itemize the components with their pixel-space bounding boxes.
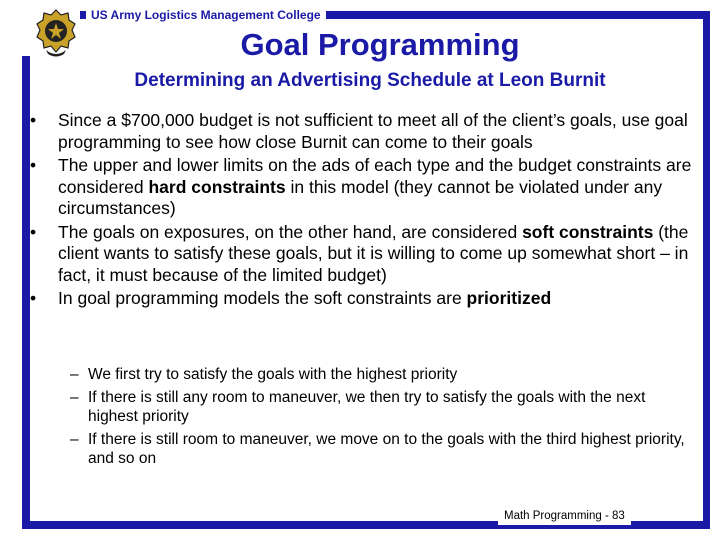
frame-left-bar (22, 56, 30, 529)
bullet-text: (the client wants to satisfy these goals, but it is willing to come up somewhat short – in fact, it must because of the limited budget) (58, 221, 689, 285)
bullet-emphasis: prioritized (466, 288, 552, 308)
bullet-item (30, 288, 698, 310)
bullet-text: In goal programming models the soft constraints are (58, 288, 467, 308)
bullet-item (30, 110, 698, 153)
organization-name: US Army Logistics Management College (86, 7, 326, 23)
sub-bullet-item: – If there is still any room to maneuver, we then try to satisfy the goals with the next highest priority (70, 388, 690, 427)
army-seal-icon (34, 8, 78, 58)
bullet-item (30, 222, 698, 287)
slide-subtitle: Determining an Advertising Schedule at Leon Burnit (134, 70, 606, 91)
bullet-text: The goals on exposures, on the other hand, are considered (58, 221, 523, 242)
sub-bullet-item: – If there is still room to maneuver, we move on to the goals with the third highest priority, and so on (70, 430, 690, 469)
bullet-text: in this model (they cannot be violated under any circumstances) (58, 176, 663, 218)
bullet-list (30, 110, 698, 312)
sub-bullet-item: – We first try to satisfy the goals with the highest priority (70, 365, 690, 385)
sub-bullet-list (70, 365, 690, 472)
bullet-emphasis: soft constraints (522, 221, 654, 242)
frame-right-bar (703, 11, 710, 529)
bullet-emphasis: hard constraints (148, 176, 286, 197)
bullet-text: The upper and lower limits on the ads of each type and the budget constraints are considered (58, 155, 692, 197)
slide-title: Goal Programming (240, 27, 520, 62)
page-footer: Math Programming - 83 (498, 507, 631, 525)
bullet-item (30, 155, 698, 220)
bullet-text: Since a $700,000 budget is not sufficient to meet all of the client’s goals, use goal programming to see how close Burnit can come to their goals (58, 110, 688, 152)
